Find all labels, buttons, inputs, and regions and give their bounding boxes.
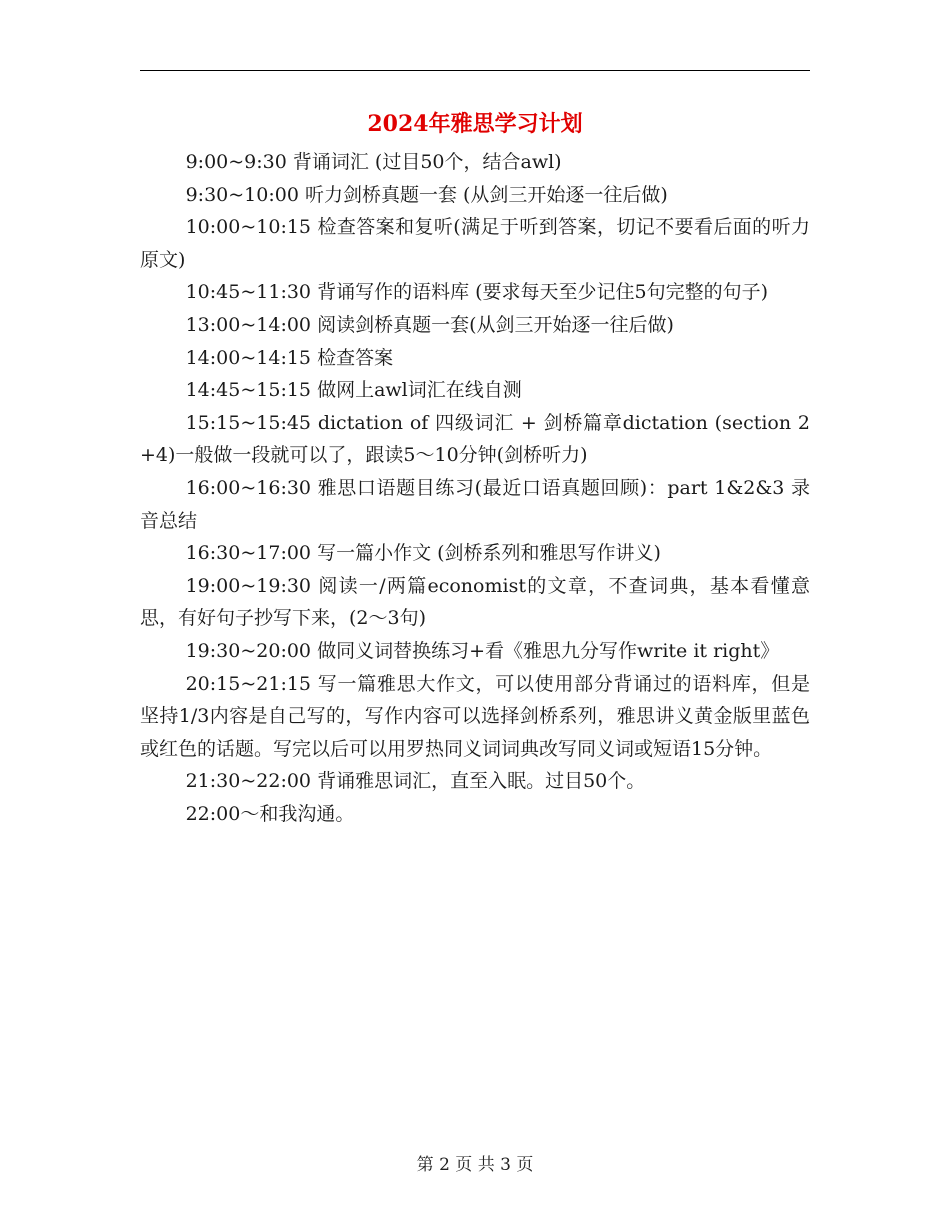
page-number-footer: 第 2 页 共 3 页 <box>416 1155 534 1175</box>
schedule-item: 20:15~21:15 写一篇雅思大作文，可以使用部分背诵过的语料库，但是坚持1/3内容是自己写的，写作内容可以选择剑桥系列，雅思讲义黄金版里蓝色或红色的话题。写完以后可以用罗热同义词词典改写同义词或短语15分钟。 <box>140 672 810 760</box>
schedule-body <box>140 146 810 830</box>
schedule-item: 19:00~19:30 阅读一/两篇economist的文章，不查词典，基本看懂意思，有好句子抄写下来，(2～3句) <box>140 574 810 630</box>
schedule-item: 13:00~14:00 阅读剑桥真题一套(从剑三开始逐一往后做) <box>185 313 674 336</box>
schedule-item: 14:00~14:15 检查答案 <box>185 346 394 369</box>
schedule-item: 15:15~15:45 dictation of 四级词汇 + 剑桥篇章dictation (section 2+4)一般做一段就可以了，跟读5～10分钟(剑桥听力) <box>140 411 810 467</box>
schedule-item: 14:45~15:15 做网上awl词汇在线自测 <box>185 379 522 402</box>
schedule-item: 22:00～和我沟通。 <box>185 802 355 825</box>
schedule-item: 19:30~20:00 做同义词替换练习+看《雅思九分写作write it right》 <box>185 639 780 662</box>
schedule-item: 16:30~17:00 写一篇小作文 (剑桥系列和雅思写作讲义) <box>185 542 661 565</box>
header-rule <box>140 70 810 71</box>
schedule-item: 21:30~22:00 背诵雅思词汇，直至入眠。过目50个。 <box>185 770 646 793</box>
schedule-item: 9:00~9:30 背诵词汇 (过目50个，结合awl) <box>185 151 562 173</box>
schedule-item: 16:00~16:30 雅思口语题目练习(最近口语真题回顾)：part 1&2&3 录音总结 <box>140 476 810 532</box>
schedule-item: 9:30~10:00 听力剑桥真题一套 (从剑三开始逐一往后做) <box>185 183 668 206</box>
document-title: 2024年雅思学习计划 <box>367 111 583 137</box>
schedule-item: 10:45~11:30 背诵写作的语料库 (要求每天至少记住5句完整的句子) <box>185 281 769 304</box>
schedule-item: 10:00~10:15 检查答案和复听(满足于听到答案，切记不要看后面的听力原文) <box>140 216 810 271</box>
